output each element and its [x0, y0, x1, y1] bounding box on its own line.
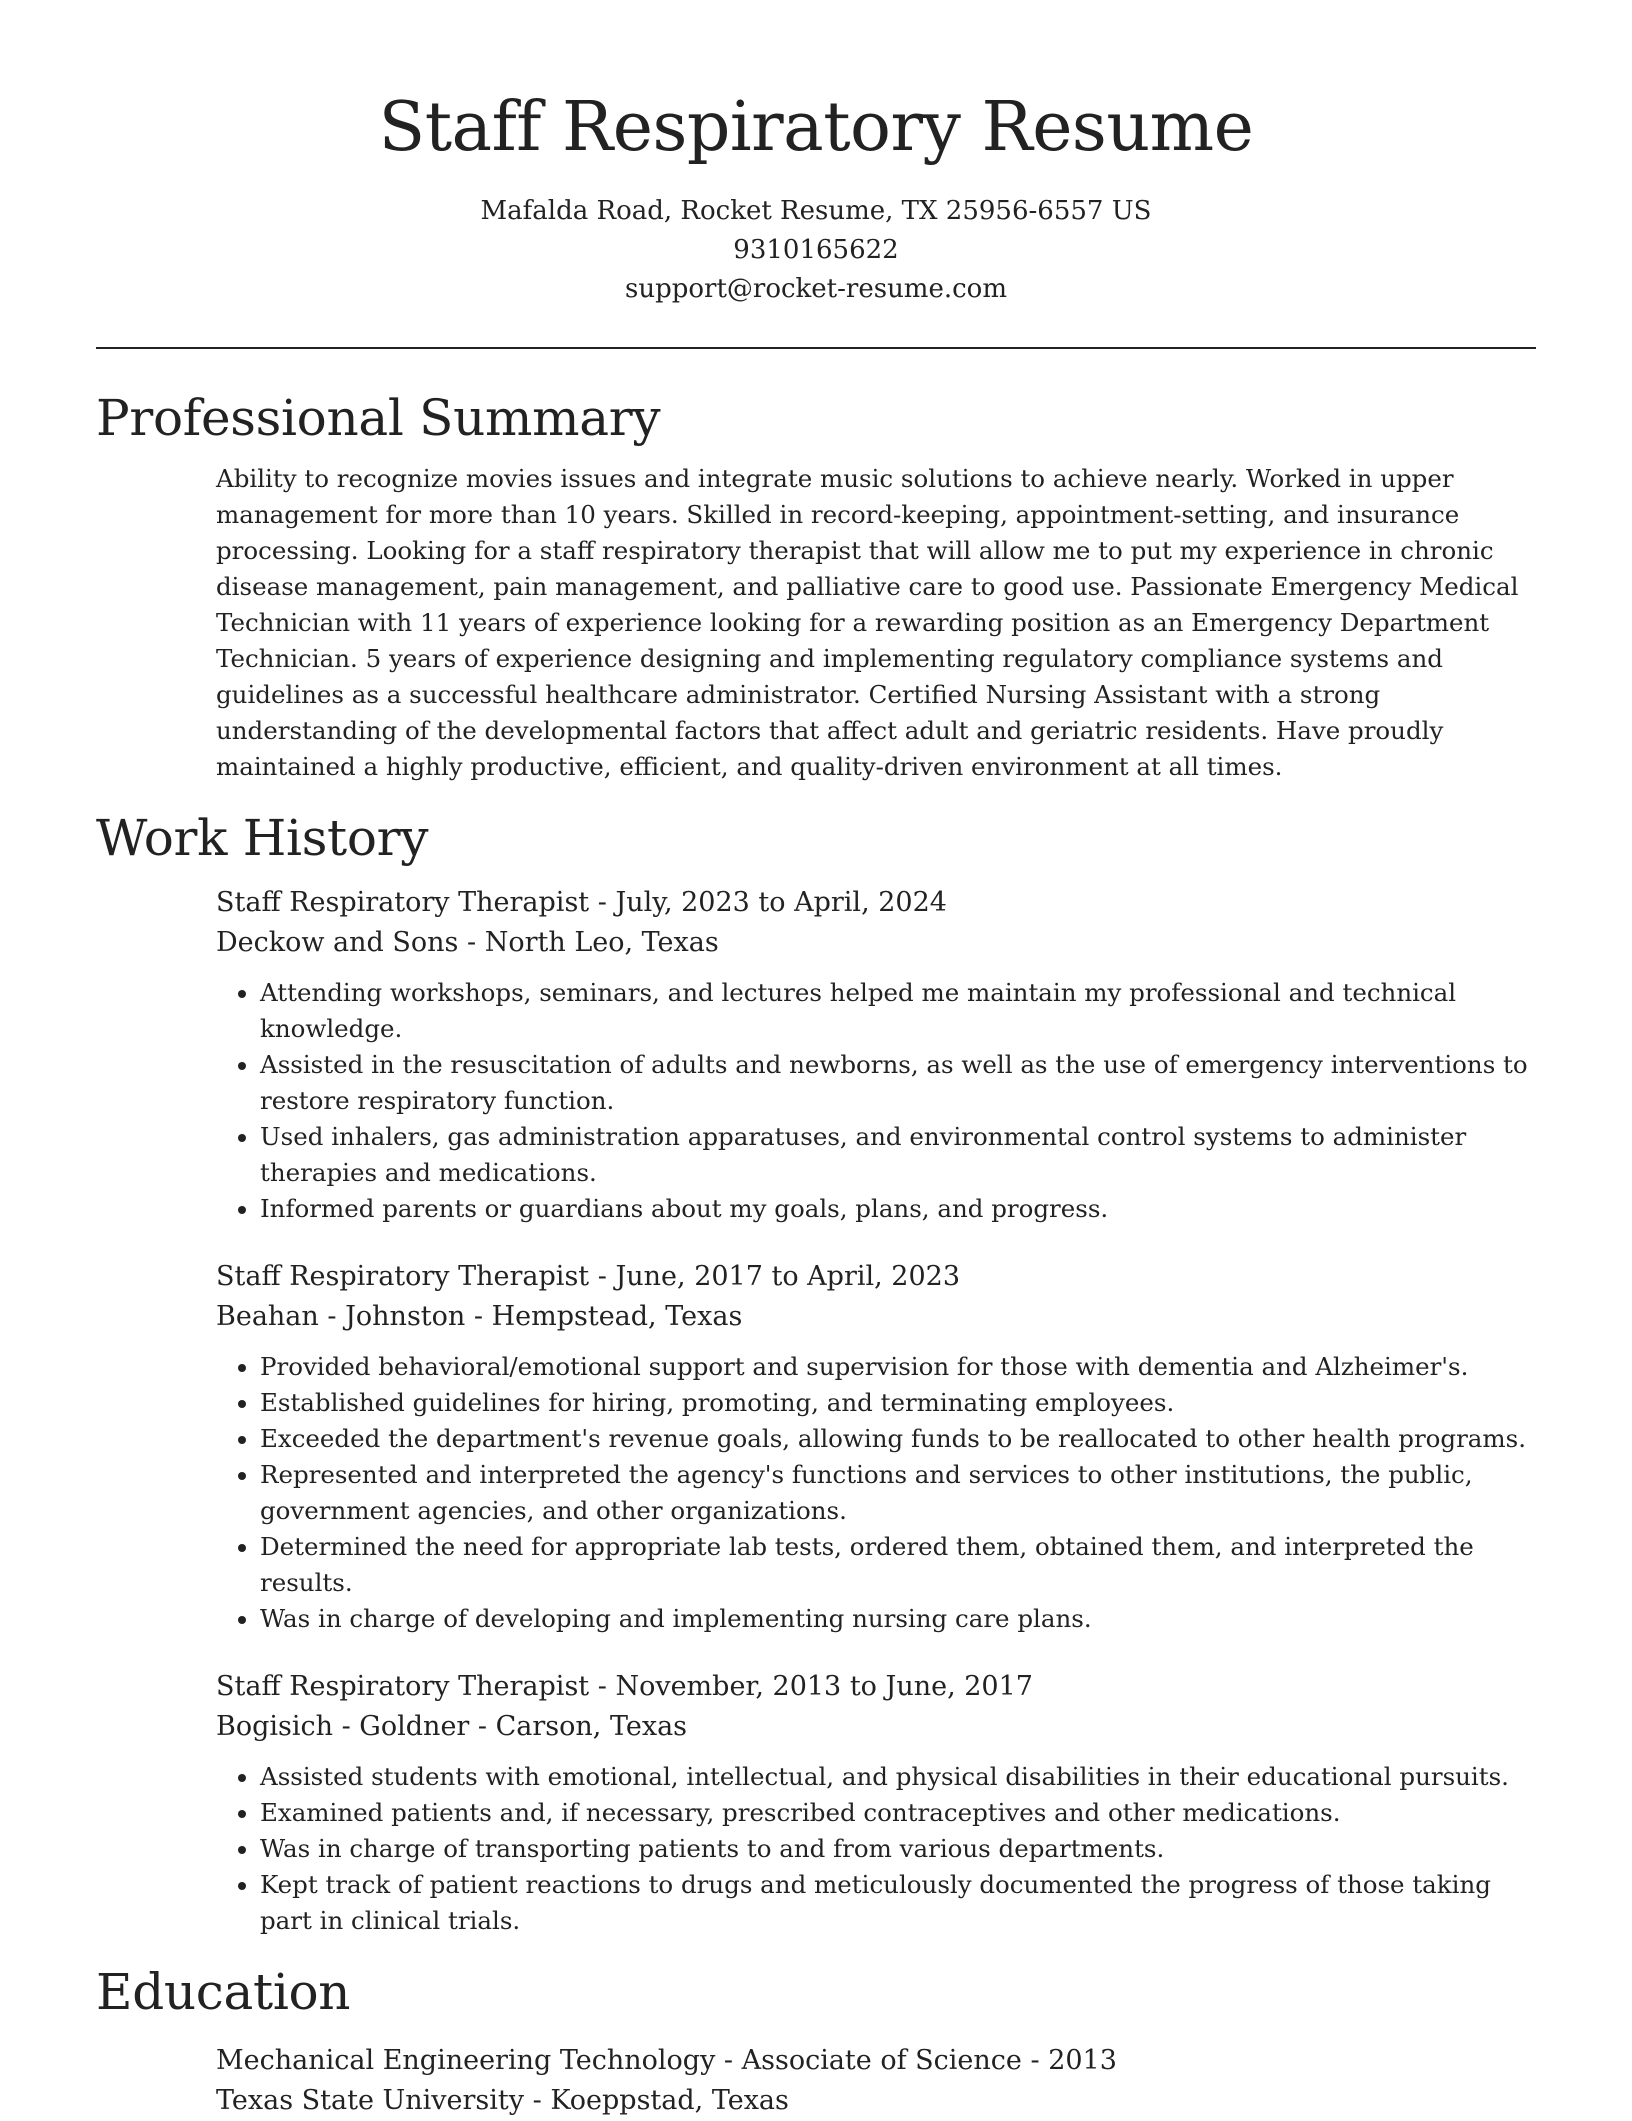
education-section: [96, 1961, 1536, 2121]
job-company-line: [216, 1297, 1532, 1337]
job-bullet: • Was in charge of transporting patients to and from various departments.: [260, 1831, 1532, 1867]
resume-header: [96, 0, 1536, 309]
job-location: - Carson, Texas: [469, 1711, 688, 1742]
job-bullet: • Assisted students with emotional, intellectual, and physical disabilities in their educational pursuits.: [260, 1759, 1532, 1795]
education-entry: [216, 2041, 1532, 2121]
education-location: - Koeppstad, Texas: [524, 2085, 789, 2116]
job-dates: - November, 2013 to June, 2017: [589, 1671, 1033, 1702]
job-bullet: • Established guidelines for hiring, promoting, and terminating employees.: [260, 1385, 1532, 1421]
job-company-line: [216, 923, 1532, 963]
job-entry: [216, 883, 1532, 1227]
job-title-line: [216, 883, 1532, 923]
job-company: Deckow and Sons: [216, 927, 459, 958]
job-location: - Hempstead, Texas: [465, 1301, 743, 1332]
job-bullets: [216, 975, 1532, 1227]
contact-block: [96, 192, 1536, 309]
work-history-section: [96, 807, 1536, 1939]
job-bullet: • Exceeded the department's revenue goals, allowing funds to be reallocated to other health programs.: [260, 1421, 1532, 1457]
job-entry: [216, 1667, 1532, 1939]
job-bullet: • Determined the need for appropriate lab tests, ordered them, obtained them, and interpreted the results.: [260, 1529, 1532, 1601]
education-degree: Mechanical Engineering Technology - Associate of Science: [216, 2045, 1022, 2076]
job-dates: - July, 2023 to April, 2024: [589, 887, 947, 918]
job-bullet: • Represented and interpreted the agency's functions and services to other institutions, the public, government agencies, and other organizations.: [260, 1457, 1532, 1529]
header-divider: [96, 347, 1536, 349]
job-role: Staff Respiratory Therapist: [216, 887, 590, 918]
education-school: Texas State University: [216, 2085, 525, 2116]
contact-address: Mafalda Road, Rocket Resume, TX 25956-6557 US: [480, 196, 1152, 226]
summary-heading: Professional Summary: [96, 389, 661, 447]
education-heading: Education: [96, 1963, 351, 2021]
education-degree-line: [216, 2041, 1532, 2081]
job-entry: [216, 1257, 1532, 1637]
job-company-line: [216, 1707, 1532, 1747]
job-bullet: • Examined patients and, if necessary, prescribed contraceptives and other medications.: [260, 1795, 1532, 1831]
job-bullet: • Assisted in the resuscitation of adults and newborns, as well as the use of emergency interventions to restore respiratory function.: [260, 1047, 1532, 1119]
job-company: Beahan - Johnston: [216, 1301, 466, 1332]
work-history-heading: Work History: [96, 809, 429, 867]
contact-phone: 9310165622: [733, 235, 899, 265]
resume-title: Staff Respiratory Resume: [378, 88, 1254, 167]
job-bullet: • Was in charge of developing and implementing nursing care plans.: [260, 1601, 1532, 1637]
education-year: - 2013: [1021, 2045, 1117, 2076]
job-title-line: [216, 1667, 1532, 1707]
job-role: Staff Respiratory Therapist: [216, 1261, 590, 1292]
job-bullet: • Provided behavioral/emotional support and supervision for those with dementia and Alzheimer's.: [260, 1349, 1532, 1385]
job-company: Bogisich - Goldner: [216, 1711, 470, 1742]
job-role: Staff Respiratory Therapist: [216, 1671, 590, 1702]
job-title-line: [216, 1257, 1532, 1297]
job-bullets: [216, 1349, 1532, 1637]
job-bullet: • Used inhalers, gas administration apparatuses, and environmental control systems to administer therapies and medications.: [260, 1119, 1532, 1191]
job-dates: - June, 2017 to April, 2023: [589, 1261, 961, 1292]
job-bullet: • Informed parents or guardians about my goals, plans, and progress.: [260, 1191, 1532, 1227]
job-bullet: • Kept track of patient reactions to drugs and meticulously documented the progress of those taking part in clinical trials.: [260, 1867, 1532, 1939]
job-location: - North Leo, Texas: [458, 927, 719, 958]
summary-text: Ability to recognize movies issues and integrate music solutions to achieve nearly. Worked in upper management for more than 10 years. Skilled in record-keeping, appointment-setting, and insurance processing. Looking for a staff respiratory therapist that will allow me to put my experience in chronic disease management, pain management, and palliative care to good use. Passionate Emergency Medical Technician with 11 years of experience looking for a rewarding position as an Emergency Department Technician. 5 years of experience designing and implementing regulatory compliance systems and guidelines as a successful healthcare administrator. Certified Nursing Assistant with a strong understanding of the developmental factors that affect adult and geriatric residents. Have proudly maintained a highly productive, efficient, and quality-driven environment at all times.: [216, 464, 1519, 781]
job-bullet: • Attending workshops, seminars, and lectures helped me maintain my professional and technical knowledge.: [260, 975, 1532, 1047]
summary-section: [96, 387, 1536, 785]
job-bullets: [216, 1759, 1532, 1939]
education-school-line: [216, 2081, 1532, 2121]
contact-email: support@rocket-resume.com: [624, 274, 1007, 304]
